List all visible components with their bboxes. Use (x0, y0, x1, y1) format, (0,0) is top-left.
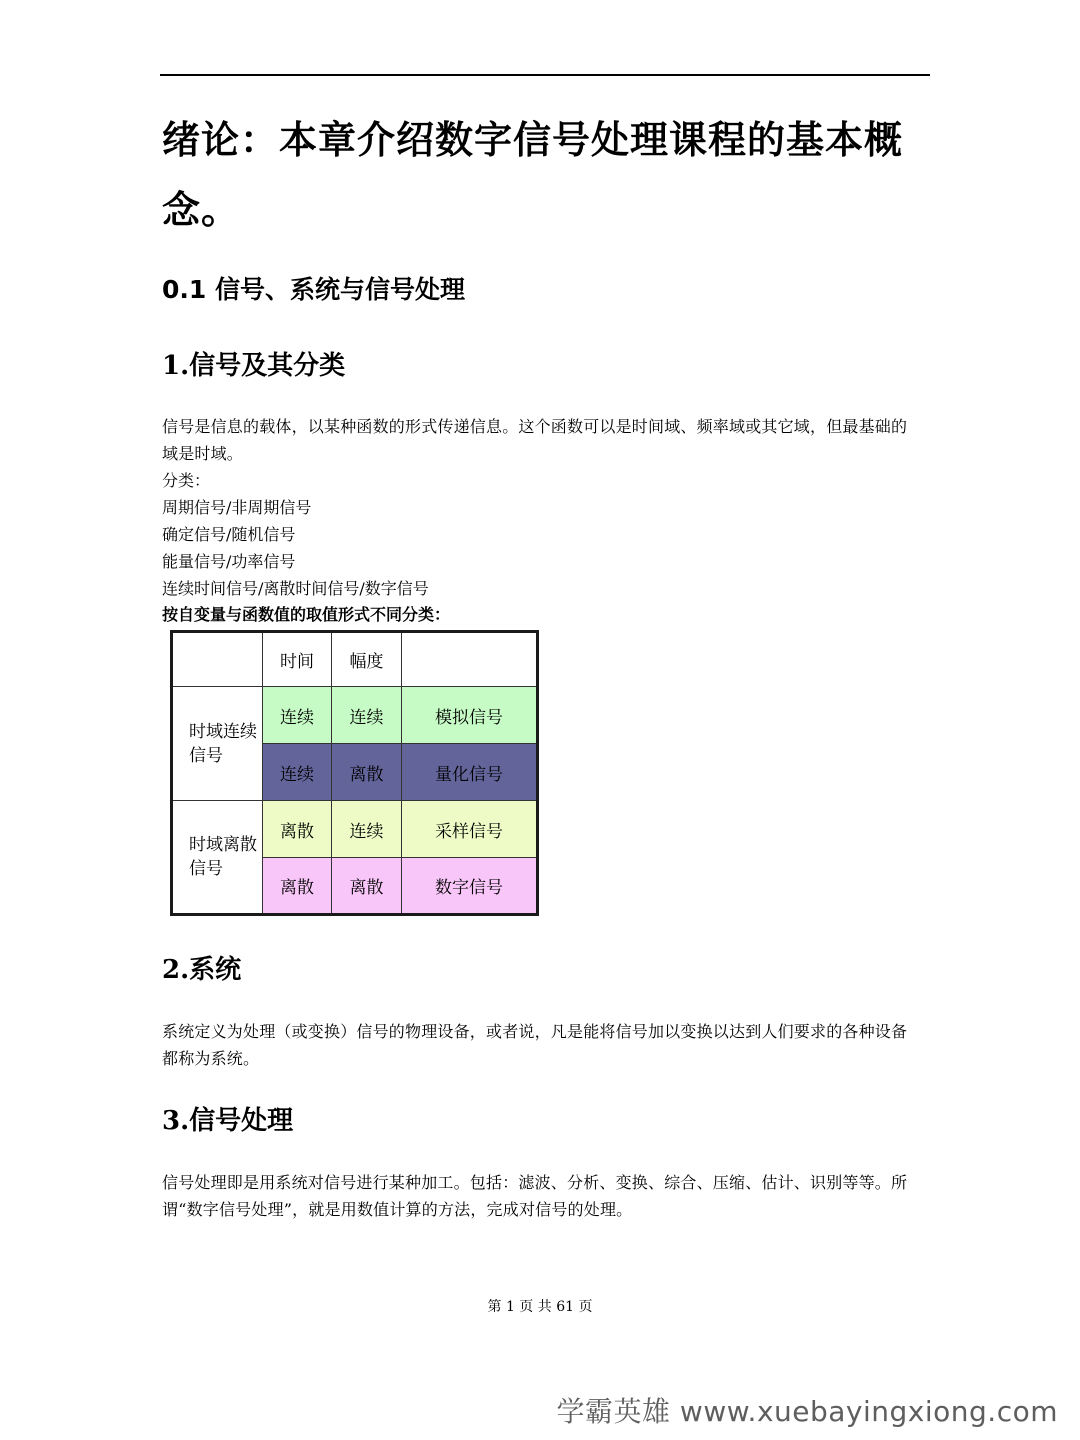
table-cell: 连续 (263, 687, 332, 744)
table-cell: 连续 (332, 801, 402, 858)
header-rule (160, 74, 930, 76)
signal-classification-table (170, 630, 539, 916)
table-cell: 采样信号 (402, 801, 538, 858)
group-label: 时域离散信号 (172, 801, 263, 915)
list-item: 确定信号/随机信号 (162, 525, 296, 544)
table-header-row (172, 632, 538, 687)
table-cell: 离散 (263, 801, 332, 858)
group-label: 时域连续信号 (172, 687, 263, 801)
table-cell: 离散 (332, 858, 402, 915)
signals-paragraph: 信号是信息的载体，以某种函数的形式传递信息。这个函数可以是时间域、频率域或其它域，但最基础的域是时域。 (162, 417, 908, 463)
table-cell: 数字信号 (402, 858, 538, 915)
heading-signals: 1.信号及其分类 (162, 351, 346, 381)
table-cell: 连续 (332, 687, 402, 744)
header-cell (172, 632, 263, 687)
page-title: 绪论：本章介绍数字信号处理课程的基本概念。 (162, 118, 904, 232)
heading-signal-processing: 3.信号处理 (162, 1106, 294, 1136)
list-item: 能量信号/功率信号 (162, 552, 296, 571)
table-cell: 离散 (332, 744, 402, 801)
page-footer: 第 1 页 共 61 页 (487, 1299, 593, 1315)
processing-paragraph: 信号处理即是用系统对信号进行某种加工。包括：滤波、分析、变换、综合、压缩、估计、识别等等。所谓“数字信号处理”，就是用数值计算的方法，完成对信号的处理。 (162, 1173, 908, 1219)
header-cell: 幅度 (332, 632, 402, 687)
site-watermark: 学霸英雄 www.xuebayingxiong.com (556, 1395, 1058, 1428)
header-cell: 时间 (263, 632, 332, 687)
list-item: 分类： (162, 471, 211, 490)
classification-list (162, 467, 429, 602)
table-cell: 离散 (263, 858, 332, 915)
heading-systems: 2.系统 (162, 955, 242, 985)
table-caption: 按自变量与函数值的取值形式不同分类： (162, 605, 451, 624)
table-cell: 模拟信号 (402, 687, 538, 744)
list-item: 连续时间信号/离散时间信号/数字信号 (162, 579, 429, 598)
table-cell: 量化信号 (402, 744, 538, 801)
table-row (172, 801, 538, 858)
header-cell (402, 632, 538, 687)
section-heading: 0.1 信号、系统与信号处理 (162, 275, 465, 304)
list-item: 周期信号/非周期信号 (162, 498, 312, 517)
table-cell: 连续 (263, 744, 332, 801)
systems-paragraph: 系统定义为处理（或变换）信号的物理设备，或者说，凡是能将信号加以变换以达到人们要求的各种设备都称为系统。 (162, 1022, 908, 1068)
table-row (172, 687, 538, 744)
